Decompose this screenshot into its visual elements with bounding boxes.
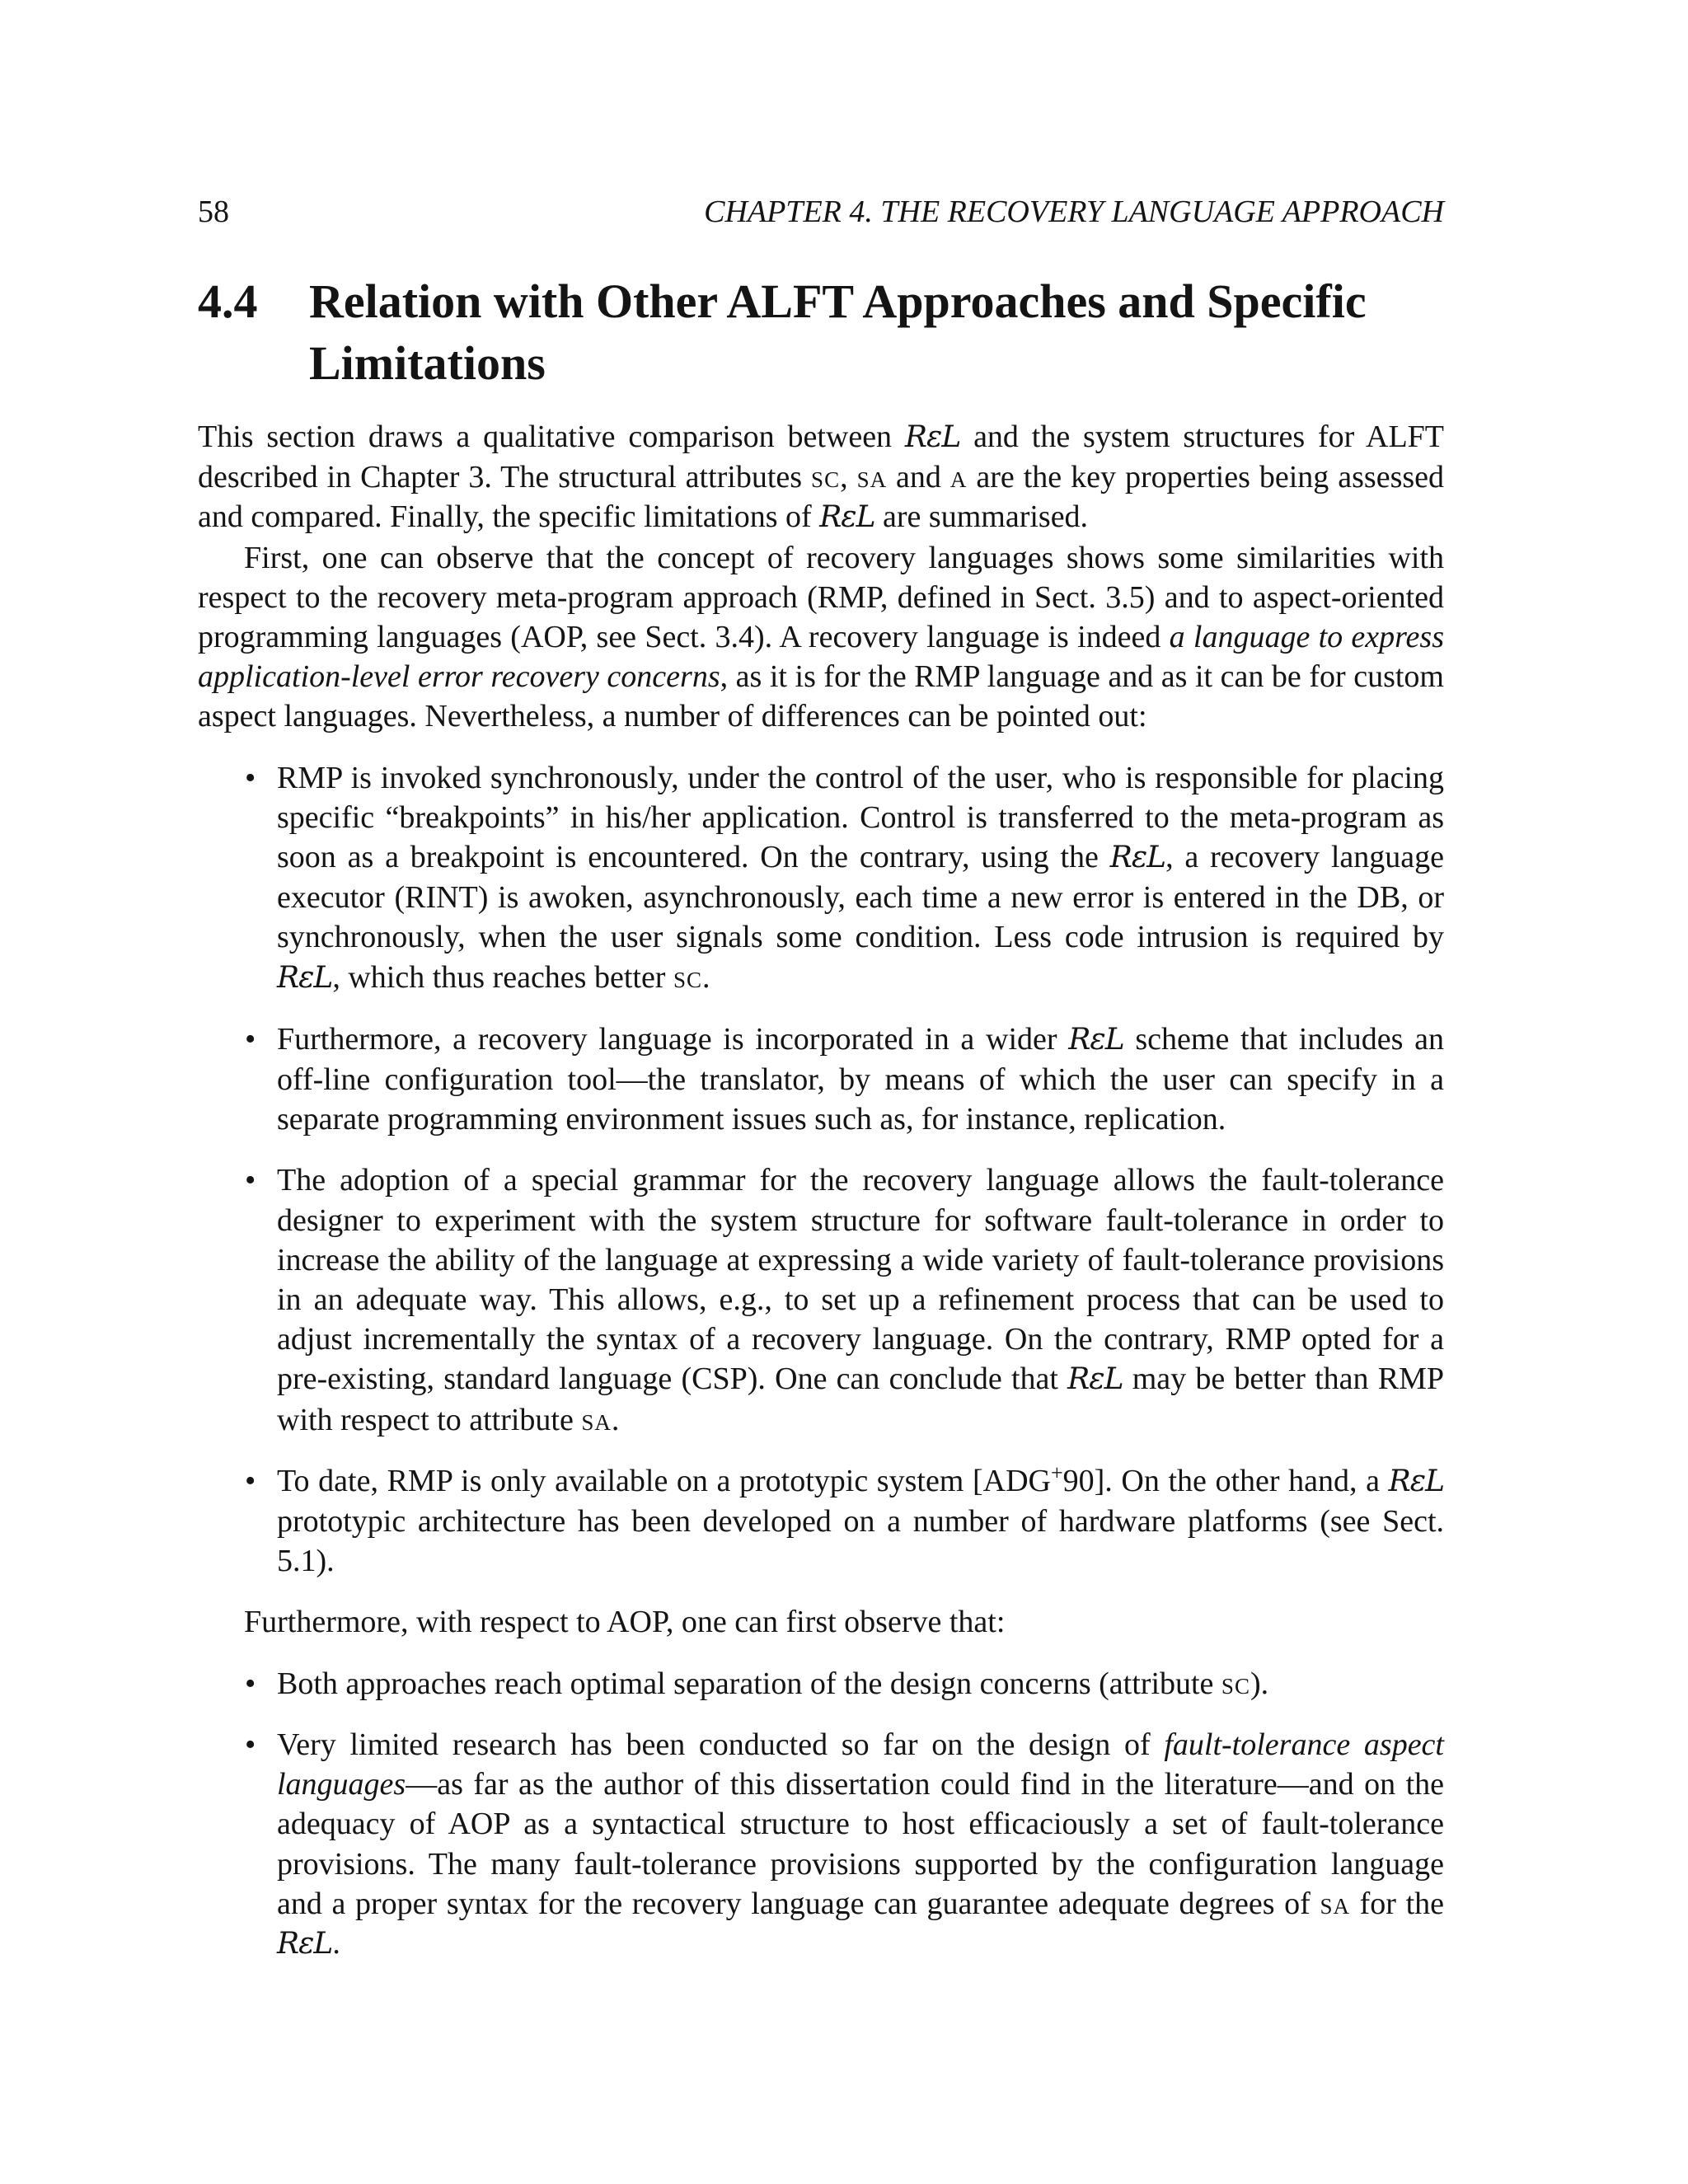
- section-number: 4.4: [198, 274, 258, 328]
- running-header: [198, 196, 1444, 227]
- text-run: are the key properties being assessed and compared. Finally, the specific limitations of: [198, 460, 1445, 535]
- text-run: , as it is for the RMP language and as it can be for custom aspect languages. Nevertheless, a number of differences can be pointed out:: [198, 659, 1444, 734]
- rel-symbol: RεL: [1109, 841, 1166, 875]
- text-run: Furthermore, a recovery language is incorporated in a wider: [277, 1021, 1069, 1057]
- text-run: and: [887, 460, 950, 495]
- bullet-icon: •: [245, 1463, 256, 1498]
- text-run: ).: [1250, 1666, 1269, 1701]
- rel-symbol: RεL: [1067, 1362, 1123, 1397]
- list-item: [198, 1160, 1444, 1439]
- text-run: ,: [840, 460, 857, 495]
- list-item: [198, 1664, 1444, 1704]
- text-run: .: [611, 1402, 620, 1437]
- bullet-icon: •: [245, 1163, 256, 1198]
- section-title: [198, 270, 1444, 394]
- text-run: RMP is invoked synchronously, under the control of the user, who is responsible for placing specific “breakpoints” in his/her application. Control is transferred to the meta-program as soon as a breakpoint is encountered. On the contrary, using the: [277, 760, 1444, 875]
- superscript: +: [1050, 1460, 1063, 1485]
- bullet-icon: •: [245, 1666, 256, 1701]
- rel-symbol: RεL: [819, 500, 875, 535]
- rel-symbol: RεL: [1388, 1464, 1444, 1498]
- text-run: First, one can observe that the concept of recovery languages shows some similarities with respect to the recovery meta-program approach (RMP, defined in Sect. 3.5) and to aspect-oriented programming languages (AOP, see Sect. 3.4). A recovery language is indeed: [198, 540, 1444, 655]
- list-item: [198, 1725, 1444, 1964]
- aop-observations-list: [198, 1664, 1444, 1964]
- rel-symbol: RεL: [277, 1926, 333, 1961]
- attribute-sa: sa: [1320, 1886, 1350, 1921]
- chapter-heading: CHAPTER 4. THE RECOVERY LANGUAGE APPROACH: [704, 194, 1444, 229]
- text-run: To date, RMP is only available on a prototypic system [ADG: [277, 1463, 1051, 1498]
- text-run: prototypic architecture has been developed on a number of hardware platforms (see Sect. 5.1).: [277, 1504, 1444, 1579]
- text-run: The adoption of a special grammar for the recovery language allows the fault-tolerance designer to experiment with the system structure for software fault-tolerance in order to increase the ability of the language at expressing a wide variety of fault-tolerance provisions in an adequate way. This allows, e.g., to set up a refinement process that can be used to adjust incrementally the syntax of a recovery language. On the contrary, RMP opted for a pre-existing, standard language (CSP). One can conclude that: [277, 1163, 1444, 1397]
- text-run: This section draws a qualitative comparison between: [198, 419, 905, 454]
- rel-symbol: RεL: [904, 420, 961, 454]
- section-title-text: Relation with Other ALFT Approaches and Specific Limitations: [309, 274, 1367, 390]
- page-number: 58: [198, 194, 229, 229]
- bullet-icon: •: [245, 760, 256, 795]
- attribute-sa: sa: [581, 1402, 612, 1437]
- italic-phrase: fault-tolerance aspect languages: [277, 1727, 1444, 1802]
- text-run: and the system structures for ALFT described in Chapter 3. The structural attributes: [198, 419, 1444, 495]
- attribute-sa: sa: [856, 460, 888, 495]
- rel-symbol: RεL: [277, 960, 333, 995]
- list-item: [198, 1019, 1444, 1140]
- rel-symbol: RεL: [1068, 1022, 1124, 1057]
- text-run: Both approaches reach optimal separation of the design concerns (attribute: [277, 1666, 1221, 1701]
- text-run: for the: [1349, 1886, 1444, 1921]
- text-run: 90]. On the other hand, a: [1062, 1463, 1389, 1498]
- italic-phrase: a language to express application-level error recovery concerns: [198, 620, 1444, 695]
- paragraph-intro: [198, 417, 1444, 538]
- bullet-icon: •: [245, 1727, 256, 1762]
- text-run: are summarised.: [874, 499, 1089, 535]
- text-run: .: [702, 959, 710, 995]
- paragraph-comparison: [198, 538, 1444, 737]
- list-item: [198, 758, 1444, 998]
- text-run: , a recovery language executor (RINT) is awoken, asynchronously, each time a new error is entered in the DB, or synchronously, when the user signals some condition. Less code intrusion is required by: [277, 840, 1444, 955]
- body-text: [198, 417, 1444, 1985]
- list-item: [198, 1461, 1444, 1582]
- text-run: may be better than RMP with respect to attribute: [277, 1361, 1444, 1437]
- text-run: , which thus reaches better: [332, 959, 673, 995]
- text-run: Very limited research has been conducted so far on the design of: [277, 1727, 1165, 1762]
- attribute-sc: sc: [673, 959, 702, 995]
- attribute-sc: sc: [811, 460, 841, 495]
- text-run: —as far as the author of this dissertation could find in the literature—and on the adequacy of AOP as a syntactical structure to host efficaciously a set of fault-tolerance provisions. The many fault-tolerance provisions supported by the configuration language and a proper syntax for the recovery language can guarantee adequate degrees of: [277, 1767, 1444, 1921]
- paragraph-aop-intro: Furthermore, with respect to AOP, one can first observe that:: [244, 1605, 1006, 1640]
- text-run: scheme that includes an off-line configuration tool—the translator, by means of which the user can specify in a separate programming environment issues such as, for instance, replication.: [277, 1021, 1445, 1137]
- rmp-differences-list: [198, 758, 1444, 1582]
- text-run: .: [332, 1925, 340, 1961]
- attribute-sc: sc: [1221, 1666, 1250, 1701]
- attribute-a: a: [950, 460, 968, 495]
- bullet-icon: •: [245, 1021, 256, 1057]
